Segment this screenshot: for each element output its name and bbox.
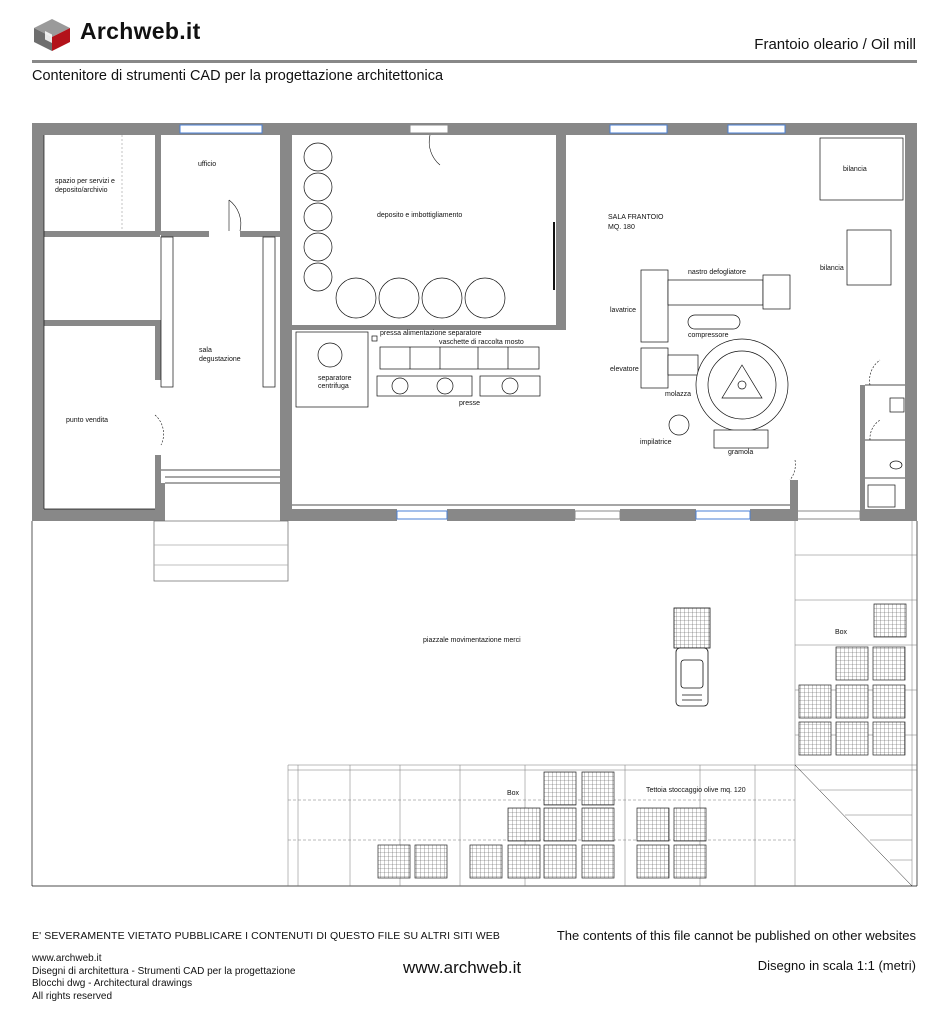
site-name[interactable]: Archweb.it: [80, 18, 201, 44]
footer-credit-line3: Blocchi dwg - Architectural drawings: [32, 978, 193, 989]
label-servizi: spazio per servizi e: [55, 178, 115, 185]
label-separatore: separatore: [318, 375, 352, 382]
label-sala: sala: [199, 347, 212, 354]
footer-credits: [32, 953, 295, 1003]
footer-url[interactable]: www.archweb.it: [403, 958, 522, 977]
footer-scale: Disegno in scala 1:1 (metri): [757, 958, 916, 973]
drawing-title: Frantoio oleario / Oil mill: [754, 36, 916, 53]
page-subtitle: Contenitore di strumenti CAD per la progettazione architettonica: [32, 68, 444, 84]
label-bilancia-2: bilancia: [820, 265, 844, 272]
label-pressa: pressa alimentazione separatore: [380, 330, 482, 337]
label-nastro: nastro defogliatore: [688, 269, 746, 276]
label-compressore: compressore: [688, 332, 729, 339]
footer-warning-en: The contents of this file cannot be published on other websites: [556, 928, 916, 943]
label-deposito: deposito e imbottigliamento: [377, 212, 463, 219]
label-servizi2: deposito/archivio: [55, 187, 108, 194]
storage-tanks: [304, 143, 505, 318]
label-vaschette: vaschette di raccolta mosto: [439, 339, 524, 346]
label-impilatrice: impilatrice: [640, 439, 672, 446]
label-sala-frantoio: SALA FRANTOIO: [608, 214, 664, 221]
interior-walls: [44, 135, 865, 521]
label-degustazione: degustazione: [199, 356, 241, 363]
label-gramola: gramola: [728, 449, 754, 456]
forklift-icon: [674, 608, 710, 706]
label-box-2: Box: [507, 790, 520, 797]
label-piazzale: piazzale movimentazione merci: [423, 637, 521, 644]
label-ufficio: ufficio: [198, 161, 217, 168]
yard-outline: [32, 521, 917, 886]
label-punto-vendita: punto vendita: [66, 417, 109, 424]
label-presse: presse: [459, 400, 481, 407]
exterior-walls: [32, 123, 917, 521]
label-molazza: molazza: [665, 391, 692, 398]
footer-credit-line2: Disegni di architettura - Strumenti CAD per la progettazione: [32, 965, 296, 977]
label-lavatrice: lavatrice: [610, 307, 637, 314]
label-tettoia: Tettoia stoccaggio olive mq. 120: [646, 787, 746, 794]
footer-warning-it: E' SEVERAMENTE VIETATO PUBBLICARE I CONTENUTI DI QUESTO FILE SU ALTRI SITI WEB: [32, 930, 500, 942]
label-elevatore: elevatore: [610, 366, 639, 373]
footer-credit-line4: All rights reserved: [32, 990, 113, 1002]
label-centrifuga: centrifuga: [318, 383, 349, 390]
footer-credit-url[interactable]: www.archweb.it: [32, 953, 102, 964]
label-sala-mq: MQ. 180: [608, 224, 635, 231]
label-box-1: Box: [835, 629, 848, 636]
room-labels: [55, 161, 867, 797]
label-bilancia-1: bilancia: [843, 166, 867, 173]
